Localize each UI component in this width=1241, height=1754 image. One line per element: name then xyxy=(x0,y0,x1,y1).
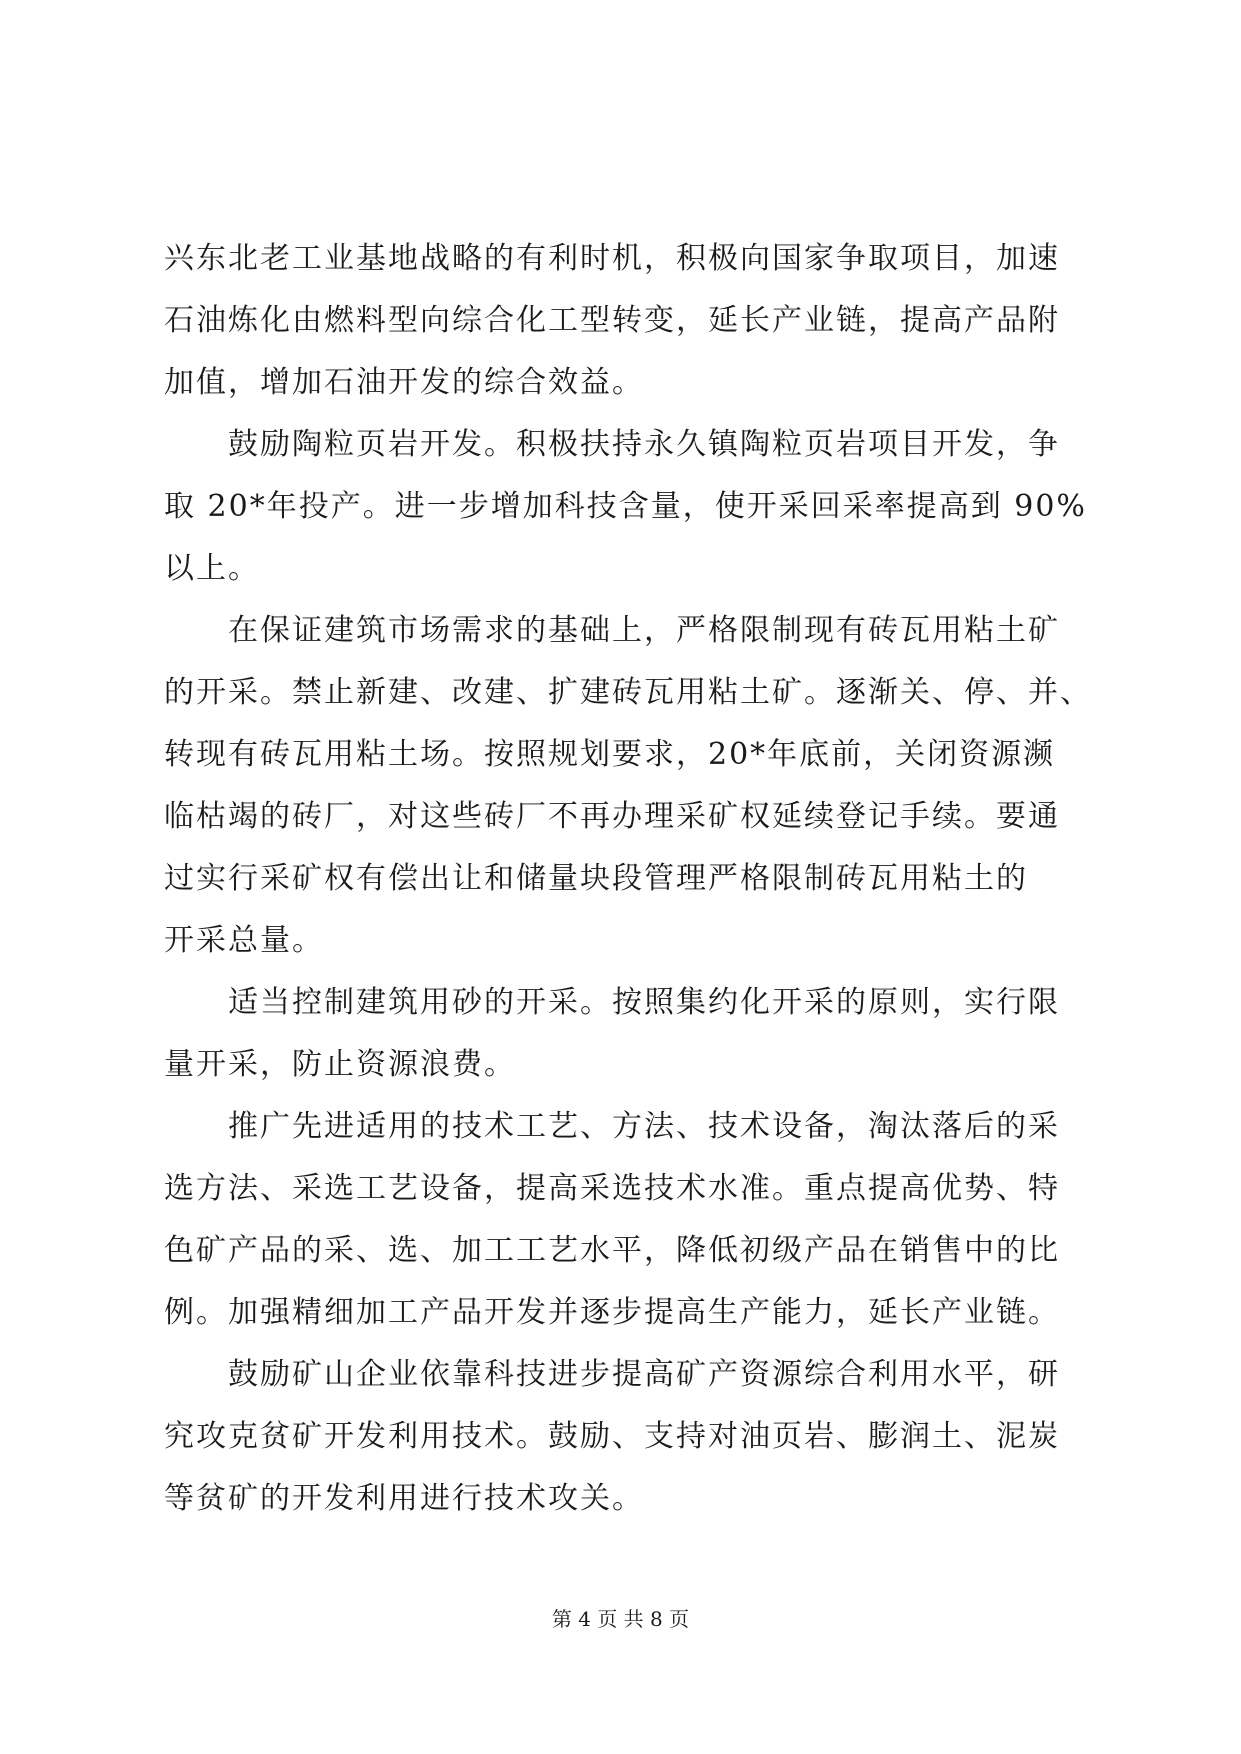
text-line: 鼓励矿山企业依靠科技进步提高矿产资源综合利用水平，研 xyxy=(164,1357,1060,1392)
text-line: 的开采。禁止新建、改建、扩建砖瓦用粘土矿。逐渐关、停、并、 xyxy=(164,675,1092,710)
page-number-footer: 第 4 页 共 8 页 xyxy=(551,1607,690,1631)
text-line: 等贫矿的开发利用进行技术攻关。 xyxy=(164,1481,644,1516)
text-line: 过实行采矿权有偿出让和储量块段管理严格限制砖瓦用粘土的 xyxy=(164,861,1028,896)
text-line: 例。加强精细加工产品开发并逐步提高生产能力，延长产业链。 xyxy=(164,1295,1060,1330)
text-line: 推广先进适用的技术工艺、方法、技术设备，淘汰落后的采 xyxy=(164,1109,1060,1144)
text-line: 加值，增加石油开发的综合效益。 xyxy=(164,365,644,400)
text-line: 在保证建筑市场需求的基础上，严格限制现有砖瓦用粘土矿 xyxy=(164,613,1060,648)
text-line: 取 20*年投产。进一步增加科技含量，使开采回采率提高到 90% xyxy=(164,489,1087,524)
text-line: 量开采，防止资源浪费。 xyxy=(164,1047,516,1082)
text-line: 开采总量。 xyxy=(164,923,324,958)
text-line: 鼓励陶粒页岩开发。积极扶持永久镇陶粒页岩项目开发，争 xyxy=(164,427,1060,462)
text-line: 适当控制建筑用砂的开采。按照集约化开采的原则，实行限 xyxy=(164,985,1060,1020)
text-line: 转现有砖瓦用粘土场。按照规划要求，20*年底前，关闭资源濒 xyxy=(164,737,1056,772)
text-line: 色矿产品的采、选、加工工艺水平，降低初级产品在销售中的比 xyxy=(164,1233,1060,1268)
text-line: 以上。 xyxy=(164,551,260,586)
body-text xyxy=(164,228,1092,1530)
text-line: 临枯竭的砖厂，对这些砖厂不再办理采矿权延续登记手续。要通 xyxy=(164,799,1060,834)
text-line: 究攻克贫矿开发利用技术。鼓励、支持对油页岩、膨润土、泥炭 xyxy=(164,1419,1060,1454)
text-line: 选方法、采选工艺设备，提高采选技术水准。重点提高优势、特 xyxy=(164,1171,1060,1206)
text-line: 兴东北老工业基地战略的有利时机，积极向国家争取项目，加速 xyxy=(164,241,1060,276)
text-line: 石油炼化由燃料型向综合化工型转变，延长产业链，提高产品附 xyxy=(164,303,1060,338)
